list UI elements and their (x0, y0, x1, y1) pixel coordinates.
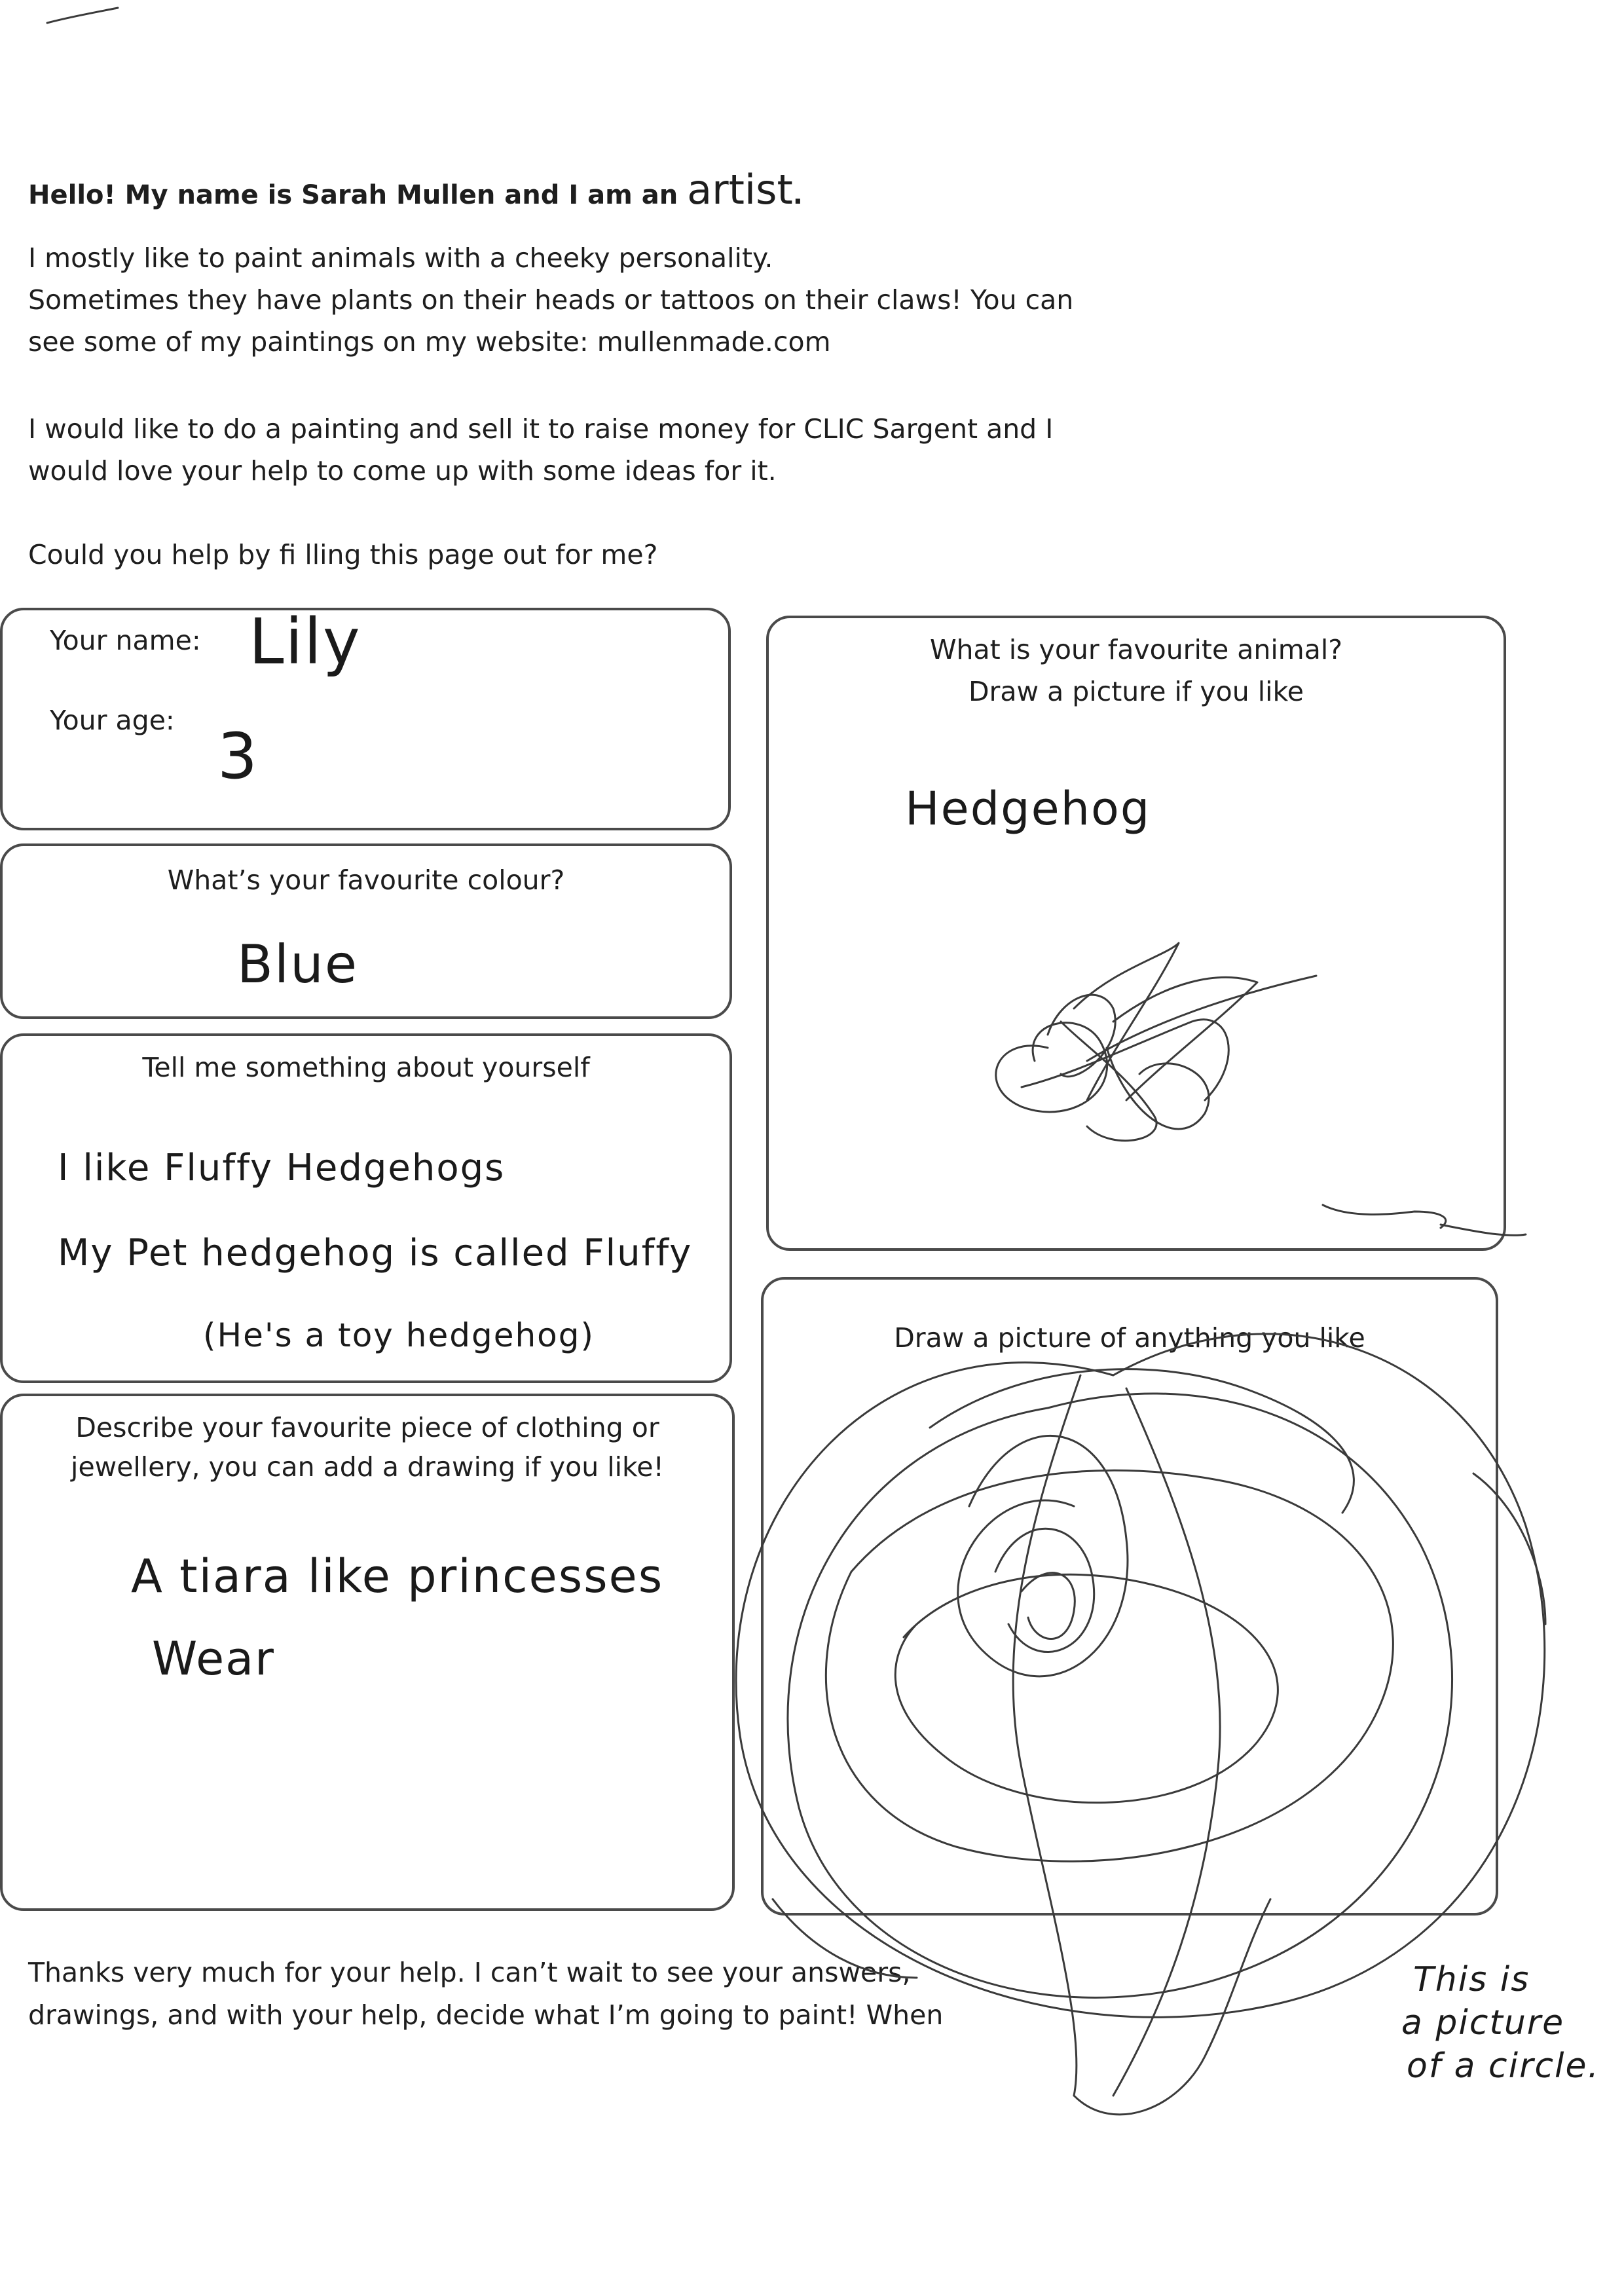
about-handwritten-line-3[interactable]: (He's a toy hedgehog) (203, 1316, 595, 1354)
age-handwritten-value[interactable]: 3 (217, 720, 259, 793)
outro-line-2: drawings, and with your help, decide what I’m going to paint! When (28, 1999, 944, 2031)
animal-handwritten-value[interactable]: Hedgehog (905, 782, 1151, 836)
colour-handwritten-value[interactable]: Blue (237, 934, 359, 995)
about-handwritten-line-2[interactable]: My Pet hedgehog is called Fluffy (58, 1232, 693, 1274)
drawing-note-line-2: a picture (1401, 2003, 1565, 2043)
intro-paragraph-1-line-3: see some of my paintings on my website: mullenmade.com (28, 326, 831, 358)
intro-paragraph-2-line-1: I would like to do a painting and sell it to raise money for CLIC Sargent and I (28, 413, 1054, 445)
animal-label-line-1: What is your favourite animal? (930, 634, 1342, 665)
about-handwritten-line-1[interactable]: I like Fluffy Hedgehogs (58, 1147, 506, 1189)
free-drawing-box (761, 1277, 1498, 1916)
clothing-label-line-1: Describe your favourite piece of clothing or (75, 1412, 659, 1443)
drawing-label: Draw a picture of anything you like (894, 1322, 1365, 1354)
clothing-handwritten-line-1[interactable]: A tiara like princesses (131, 1549, 664, 1603)
intro-paragraph-2 (28, 408, 1076, 492)
intro-paragraph-1-line-2: Sometimes they have plants on their heads or tattoos on their claws! You can (28, 284, 1074, 316)
clothing-handwritten-line-2[interactable]: Wear (152, 1632, 275, 1686)
age-label: Your age: (50, 705, 175, 736)
colour-label: What’s your favourite colour? (167, 864, 565, 896)
intro-paragraph-1 (28, 237, 1076, 363)
drawing-note-line-3: of a circle. (1407, 2046, 1600, 2086)
intro-heading (28, 166, 803, 216)
name-handwritten-value[interactable]: Lily (249, 605, 361, 678)
about-label: Tell me something about yourself (142, 1052, 590, 1083)
intro-heading-artist-word: artist (687, 166, 793, 213)
intro-heading-prefix: Hello! My name is Sarah Mullen and I am an (28, 180, 688, 210)
outro-line-1: Thanks very much for your help. I can’t wait to see your answers, (28, 1957, 911, 1988)
animal-label-line-2: Draw a picture if you like (968, 676, 1304, 707)
clothing-label-line-2: jewellery, you can add a drawing if you like! (71, 1451, 664, 1483)
intro-paragraph-1-line-1: I mostly like to paint animals with a cheeky personality. (28, 242, 773, 274)
intro-paragraph-2-line-2: would love your help to come up with some ideas for it. (28, 455, 777, 487)
intro-question: Could you help by fi lling this page out for me? (28, 539, 658, 570)
stray-pen-mark (47, 8, 118, 23)
name-label: Your name: (50, 625, 201, 656)
intro-heading-suffix: . (792, 180, 803, 210)
drawing-note-line-1: This is (1413, 1960, 1530, 1999)
